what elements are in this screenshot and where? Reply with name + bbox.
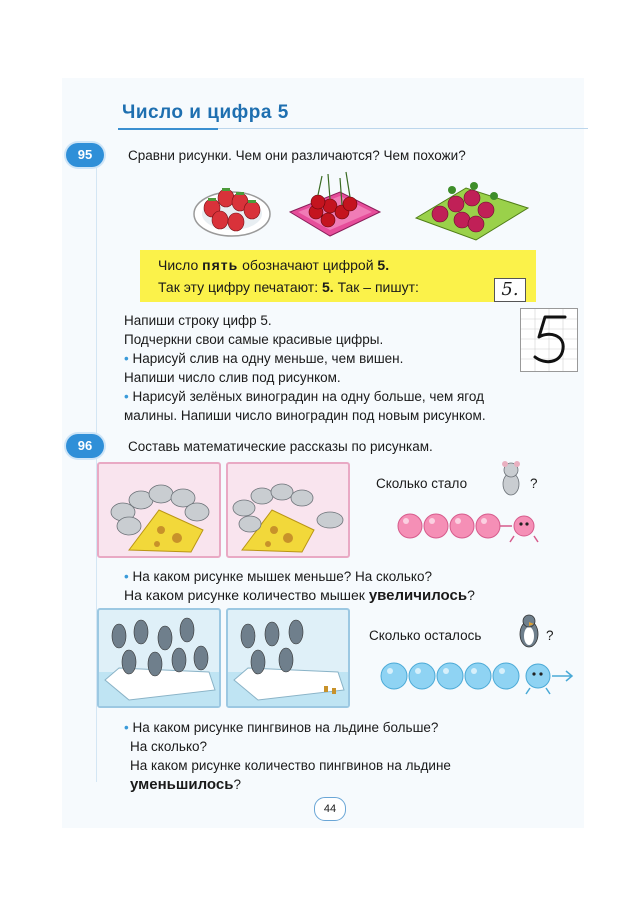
raspberry-plate-image [416, 182, 528, 240]
penguins-question-1: • На каком рисунке пингвинов на льдине больше? [124, 720, 439, 735]
mice-picture-1 [97, 462, 221, 558]
penguin-icon [516, 612, 542, 648]
penguins-question-2: На сколько? [130, 739, 208, 754]
task-95-line-4: малины. Напиши число виноградин под новым рисунком. [124, 408, 486, 423]
strawberry-plate-image [194, 188, 270, 236]
task-96-badge: 96 [66, 434, 104, 458]
handwritten-five-sample [520, 308, 578, 372]
cherry-tray-image [290, 172, 380, 236]
penguins-picture-2 [226, 608, 350, 708]
blue-beads-image [378, 656, 578, 696]
mouse-icon [496, 458, 526, 498]
task-95-line-3: Напиши число слив под рисунком. [124, 370, 341, 385]
page-number: 44 [314, 797, 346, 821]
question-mark-top: ? [530, 476, 538, 491]
rule-line-2: Так эту цифру печатают: 5. Так – пишут: [158, 279, 419, 295]
rule-line-1: Число пять обозначают цифрой 5. [158, 257, 390, 273]
how-many-left-label: Сколько осталось [369, 628, 482, 643]
page-title: Число и цифра 5 [122, 102, 289, 123]
penguins-question-4: уменьшилось? [130, 776, 241, 793]
pink-beads-image [396, 506, 546, 546]
handwritten-five-box: 5. [494, 278, 526, 302]
task-95-bullet-1: • Нарисуй слив на одну меньше, чем вишен. [124, 351, 404, 366]
task-95-badge: 95 [66, 143, 104, 167]
how-many-became-label: Сколько стало [376, 476, 468, 491]
pink-bead-character-icon [510, 516, 538, 542]
mice-question-2: На каком рисунке количество мышек увеличилось? [124, 587, 475, 604]
task-95-line-1: Напиши строку цифр 5. [124, 313, 272, 328]
task-96-instruction: Составь математические рассказы по рисункам. [128, 439, 433, 454]
mice-question-1: • На каком рисунке мышек меньше? На сколько? [124, 569, 432, 584]
fruit-illustrations [190, 168, 535, 250]
question-mark-bottom: ? [546, 628, 554, 643]
blue-bead-character-icon [526, 664, 550, 694]
mice-picture-2 [226, 462, 350, 558]
task-95-bullet-2: • Нарисуй зелёных виноградин на одну больше, чем ягод [124, 389, 485, 404]
title-underline [118, 128, 218, 130]
penguins-picture-1 [97, 608, 221, 708]
task-95-question: Сравни рисунки. Чем они различаются? Чем похожи? [128, 148, 466, 163]
task-95-line-2: Подчеркни свои самые красивые цифры. [124, 332, 384, 347]
title-divider [218, 128, 588, 129]
penguins-question-3: На каком рисунке количество пингвинов на льдине [130, 758, 451, 773]
